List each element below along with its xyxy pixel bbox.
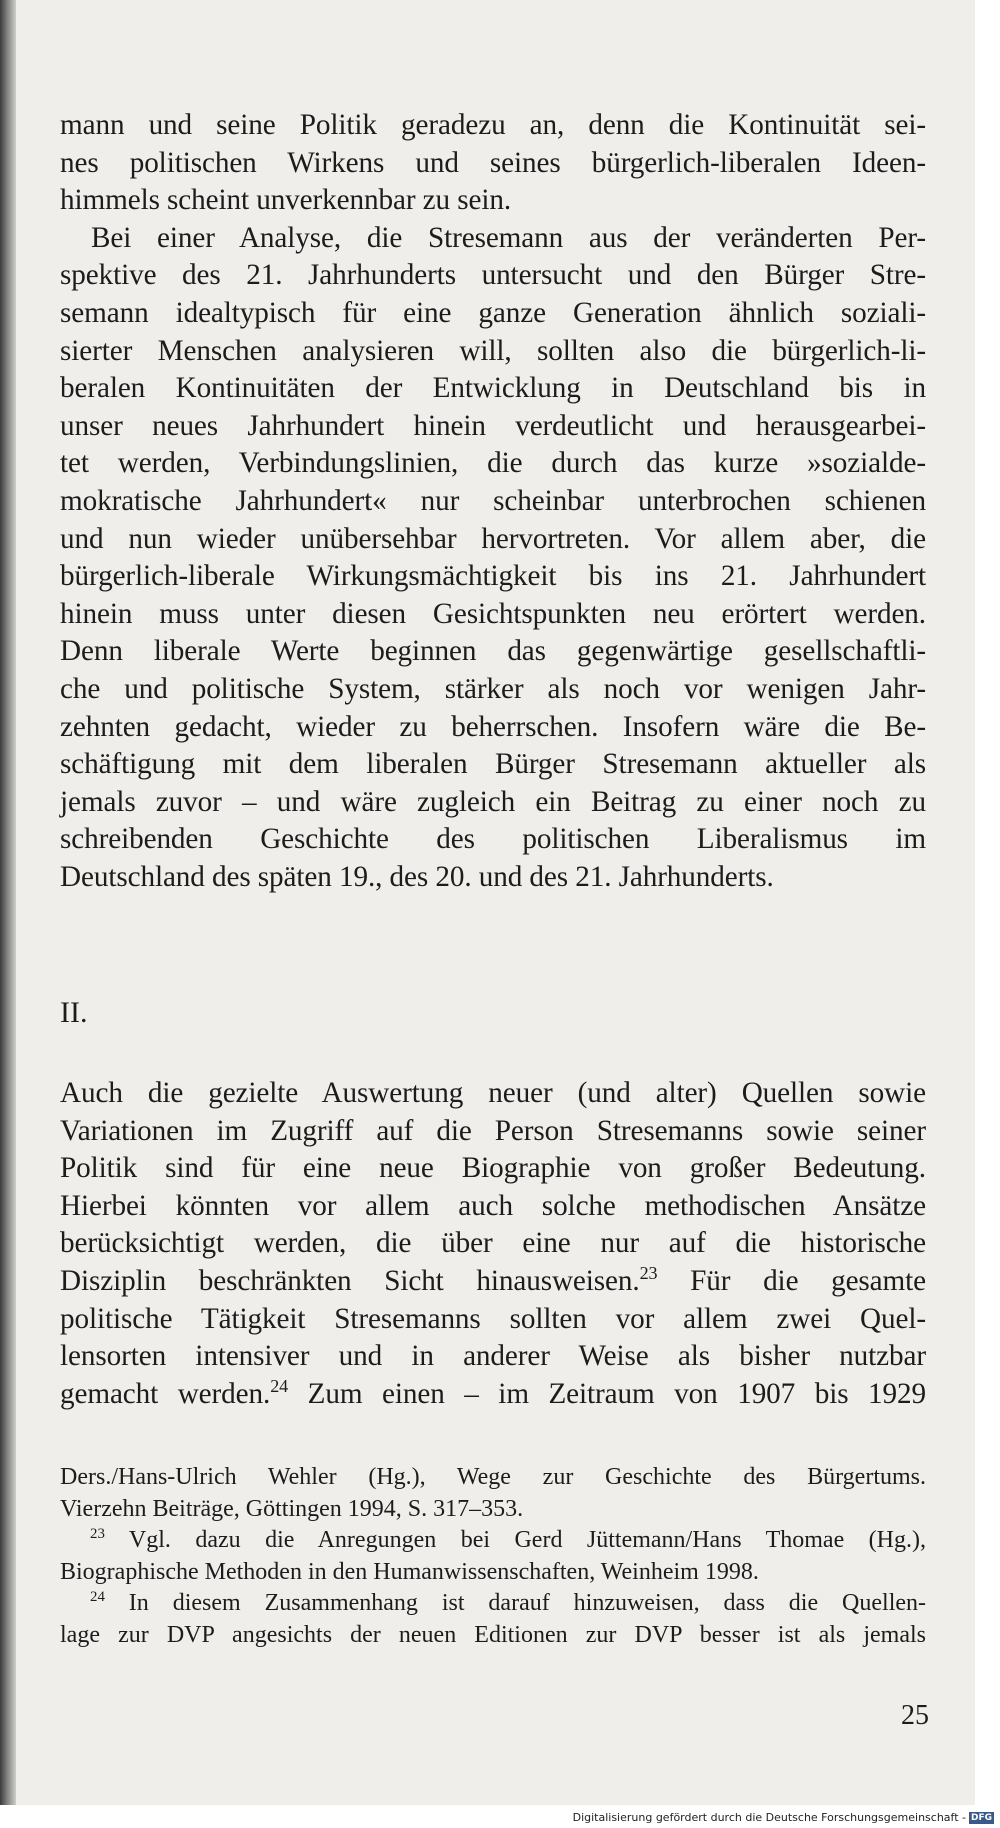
digitization-credit bbox=[573, 1811, 994, 1825]
footnote-24 bbox=[60, 1588, 926, 1620]
text-line: Variationen im Zugriff auf die Person Stresemanns sowie seiner bbox=[60, 1114, 926, 1147]
text-line: und nun wieder unübersehbar hervortreten. Vor allem aber, die bbox=[60, 522, 926, 555]
text-line: berücksichtigt werden, die über eine nur auf die historische bbox=[60, 1227, 926, 1260]
text-line: jemals zuvor – und wäre zugleich ein Beitrag zu einer noch zu bbox=[60, 785, 926, 818]
dfg-logo: DFG bbox=[970, 1813, 992, 1823]
text-line: nes politischen Wirkens und seines bürgerlich-liberalen Ideen- bbox=[60, 146, 926, 179]
text-line bbox=[60, 1376, 926, 1414]
text-line: mokratische Jahrhundert« nur scheinbar unterbrochen schienen bbox=[60, 484, 926, 517]
footnote-line: Vierzehn Beiträge, Göttingen 1994, S. 317–353. bbox=[60, 1495, 524, 1522]
main-text-upper bbox=[60, 107, 926, 896]
section-heading: II. bbox=[60, 996, 88, 1029]
text-line: zehnten gedacht, wieder zu beherrschen. Insofern wäre die Be- bbox=[60, 710, 926, 743]
footnote-line: Ders./Hans-Ulrich Wehler (Hg.), Wege zur Geschichte des Bürgertums. bbox=[60, 1464, 926, 1490]
text-run: gemacht werden. bbox=[60, 1377, 271, 1410]
text-line: schreibenden Geschichte des politischen Liberalismus im bbox=[60, 823, 926, 856]
text-run: Für die gesamte bbox=[657, 1264, 927, 1297]
footnote-23 bbox=[60, 1525, 926, 1557]
text-line: spektive des 21. Jahrhunderts untersucht und den Bürger Stre- bbox=[60, 259, 926, 292]
text-line: unser neues Jahrhundert hinein verdeutlicht und herausgearbei- bbox=[60, 409, 926, 442]
footnote-line: lage zur DVP angesichts der neuen Editionen zur DVP besser ist als jemals bbox=[60, 1621, 926, 1648]
text-line bbox=[60, 1263, 926, 1301]
footnote-line: Biographische Methoden in den Humanwissenschaften, Weinheim 1998. bbox=[60, 1558, 759, 1585]
main-text-lower bbox=[60, 1075, 926, 1413]
footnote-text: Vgl. dazu die Anregungen bei Gerd Jüttemann/Hans Thomae (Hg.), bbox=[104, 1527, 926, 1553]
text-line: tet werden, Verbindungslinien, die durch das kurze »sozialde- bbox=[60, 447, 926, 480]
footnote-number: 23 bbox=[90, 1525, 105, 1542]
credit-text: Digitalisierung gefördert durch die Deutsche Forschungsgemeinschaft - bbox=[572, 1811, 966, 1824]
footnotes bbox=[60, 1462, 926, 1651]
text-line: sierter Menschen analysieren will, sollten also die bürgerlich-li- bbox=[60, 334, 926, 367]
text-line: Auch die gezielte Auswertung neuer (und alter) Quellen sowie bbox=[60, 1077, 926, 1109]
text-line: Hierbei könnten vor allem auch solche methodischen Ansätze bbox=[60, 1189, 926, 1222]
text-run: Zum einen – im Zeitraum von 1907 bis 1929 bbox=[288, 1377, 926, 1410]
footnote-text: In diesem Zusammenhang ist darauf hinzuweisen, dass die Quellen- bbox=[104, 1590, 926, 1616]
text-line: lensorten intensiver und in anderer Weise als bisher nutzbar bbox=[60, 1340, 926, 1373]
page-number: 25 bbox=[901, 1700, 929, 1731]
text-line: che und politische System, stärker als noch vor wenigen Jahr- bbox=[60, 672, 926, 705]
text-line: hinein muss unter diesen Gesichtspunkten neu erörtert werden. bbox=[60, 597, 926, 630]
text-line: Denn liberale Werte beginnen das gegenwärtige gesellschaftli- bbox=[60, 635, 926, 668]
text-line: bürgerlich-liberale Wirkungsmächtigkeit bis ins 21. Jahrhundert bbox=[60, 560, 926, 593]
text-line: himmels scheint unverkennbar zu sein. bbox=[60, 184, 512, 217]
text-line: beralen Kontinuitäten der Entwicklung in Deutschland bis in bbox=[60, 372, 926, 405]
text-line: Politik sind für eine neue Biographie von großer Bedeutung. bbox=[60, 1152, 926, 1185]
text-line: politische Tätigkeit Stresemanns sollten vor allem zwei Quel- bbox=[60, 1302, 926, 1335]
text-run: Disziplin beschränkten Sicht hinausweisen. bbox=[60, 1264, 640, 1297]
text-line: Deutschland des späten 19., des 20. und des 21. Jahrhunderts. bbox=[60, 860, 774, 893]
footnote-number: 24 bbox=[90, 1588, 105, 1605]
footnote-ref-24[interactable]: 24 bbox=[270, 1375, 289, 1396]
text-line: semann idealtypisch für eine ganze Generation ähnlich soziali- bbox=[60, 296, 926, 329]
text-line: mann und seine Politik geradezu an, denn die Kontinuität sei- bbox=[60, 109, 926, 141]
text-line: schäftigung mit dem liberalen Bürger Stresemann aktueller als bbox=[60, 748, 926, 781]
text-line: Bei einer Analyse, die Stresemann aus der veränderten Per- bbox=[91, 221, 926, 254]
footnote-ref-23[interactable]: 23 bbox=[639, 1262, 658, 1283]
